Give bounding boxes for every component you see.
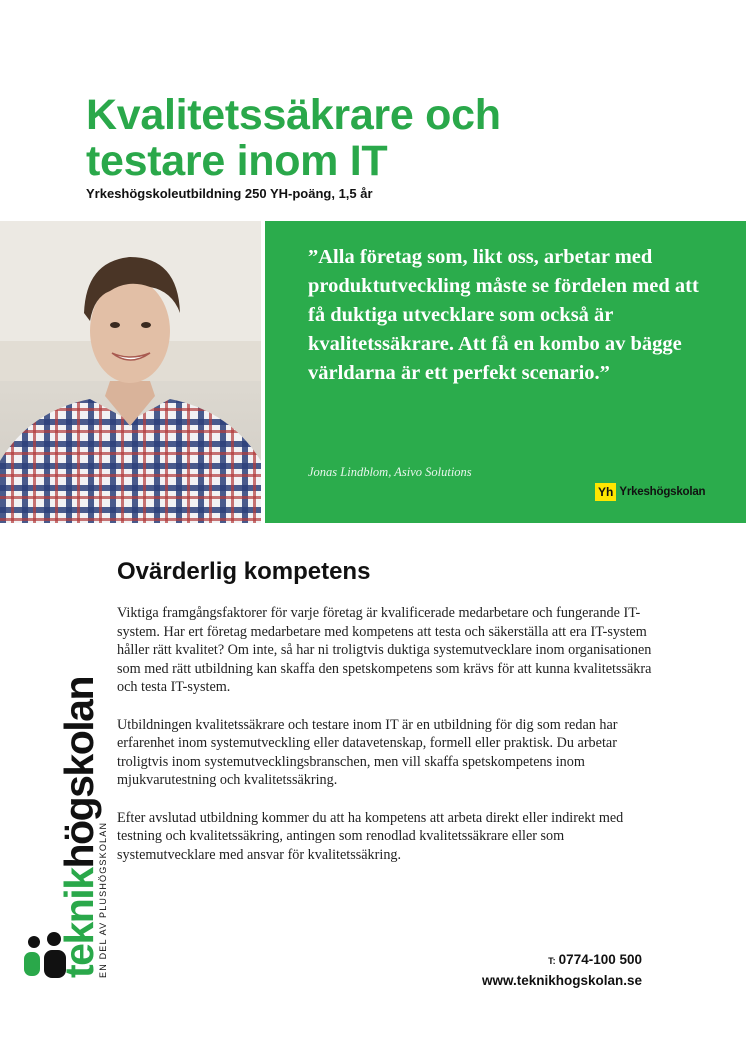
student-portrait-photo bbox=[0, 221, 261, 523]
yh-logo-mark: Yh bbox=[595, 483, 616, 501]
body-paragraph: Utbildningen kvalitetssäkrare och testare inom IT är en utbildning för dig som redan har erfarenhet inom systemutveckling eller datavetenskap, formell eller praktisk. Du arbetar troligtvis inom systemutvecklingsbranschen, men vill skaffa spetskompetens inom mjukvarutestning och kvalitetssäkring. bbox=[117, 716, 618, 788]
page-title bbox=[86, 92, 706, 184]
website-link[interactable]: www.teknikhogskolan.se bbox=[481, 973, 642, 988]
yrkeshogskolan-logo bbox=[595, 483, 705, 501]
portrait-illustration bbox=[0, 221, 261, 523]
title-line-1: Kvalitetssäkrare och bbox=[86, 91, 501, 139]
section-heading: Ovärderlig kompetens bbox=[117, 558, 371, 585]
testimonial-author: Jonas Lindblom, Asivo Solutions bbox=[308, 465, 472, 479]
phone-label: T: bbox=[548, 956, 556, 966]
brand-tagline: EN DEL AV PLUSHÖGSKOLAN bbox=[98, 821, 108, 978]
body-paragraph: Viktiga framgångsfaktorer för varje företag är kvalificerade medarbetare och fungerande IT-system. Har ert företag medarbetare med kompetens att testa och säkerställa att era IT-system håller rätt kvalitet? Om inte, så har ni troligtvis duktiga systemutvecklare inom organisationen som med rätt utbildning kan skaffa den spetskompetens som krävs för att kunna kvalitetssäkra och testa IT-system. bbox=[117, 605, 652, 695]
testimonial-panel bbox=[265, 221, 746, 523]
contact-info bbox=[400, 950, 642, 991]
program-subtitle: Yrkeshögskoleutbildning 250 YH-poäng, 1,5 år bbox=[86, 186, 373, 201]
phone-number: 0774-100 500 bbox=[558, 952, 642, 967]
body-paragraph: Efter avslutad utbildning kommer du att ha kompetens att arbeta direkt eller indirekt med testning och kvalitetssäkring, antingen som renodlad kvalitetssäkrare eller som systemutvecklare med ansvar för kvalitetssäkring. bbox=[117, 809, 624, 863]
brand-name bbox=[56, 676, 102, 978]
title-line-2: testare inom IT bbox=[86, 137, 388, 185]
brand-name-part2: högskolan bbox=[56, 676, 102, 869]
yh-logo-name: Yrkeshögskolan bbox=[619, 486, 706, 498]
testimonial-quote: ”Alla företag som, likt oss, arbetar med produktutveckling måste se fördelen med att få duktiga utvecklare som också är kvalitetssäkrare. Att få en kombo av bägge världarna är ett perfekt scenario.” bbox=[308, 246, 699, 384]
brand-name-part1: teknik bbox=[56, 868, 102, 978]
phone-line bbox=[400, 950, 642, 971]
brand-wordmark bbox=[56, 676, 109, 978]
body-text bbox=[117, 604, 657, 883]
